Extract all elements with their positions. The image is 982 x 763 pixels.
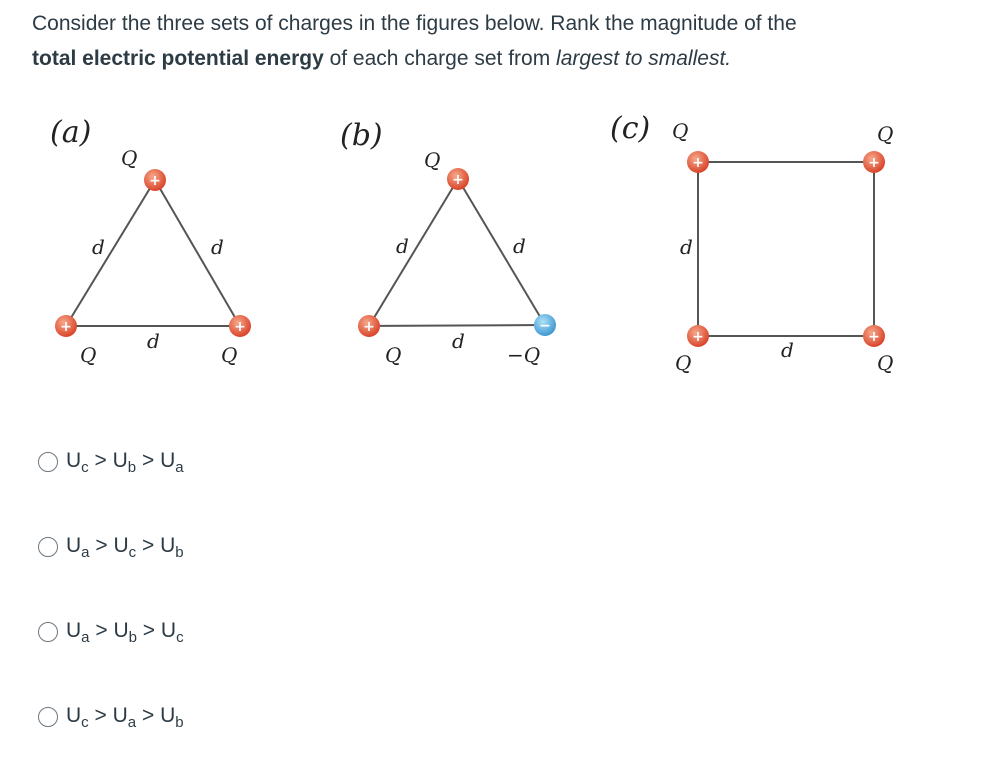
svg-text:+: + [234, 319, 246, 335]
svg-text:+: + [692, 329, 704, 345]
svg-text:+: + [452, 172, 464, 188]
figure-c [610, 111, 893, 375]
positive-charge-icon [687, 325, 709, 347]
positive-charge-icon [863, 325, 885, 347]
positive-charge-icon [55, 315, 77, 337]
figure-b-label: (b) [340, 118, 383, 153]
question-text [32, 6, 962, 76]
figure-a-charge-top: Q [121, 146, 138, 170]
option-2-text: $U_a > U_c > U_b$ [66, 533, 184, 561]
radio-button[interactable] [38, 622, 58, 642]
figure-c-charge-top-right: Q [877, 122, 894, 146]
svg-text:+: + [149, 173, 161, 189]
figure-c-charge-bottom-left: Q [675, 351, 692, 375]
negative-charge-icon [534, 314, 556, 336]
figure-c-side-bottom-label: d [781, 338, 794, 362]
figure-b-side-right [458, 179, 545, 325]
figure-b-side-left [369, 179, 458, 326]
figure-a-side-left-label: d [92, 235, 105, 259]
positive-charge-icon [144, 169, 166, 191]
positive-charge-icon [229, 315, 251, 337]
svg-text:−: − [539, 318, 551, 334]
radio-button[interactable] [38, 707, 58, 727]
option-1-text: $U_c > U_b > U_a$ [66, 448, 184, 476]
figure-a-charge-right: Q [221, 343, 238, 367]
figure-b-side-bottom-label: d [452, 329, 465, 353]
figure-a-side-left [66, 180, 155, 326]
positive-charge-icon [687, 151, 709, 173]
figure-c-label: (c) [610, 111, 651, 146]
option-2[interactable] [38, 527, 338, 567]
question-part2: of each charge set from [323, 47, 557, 70]
option-3-text: $U_a > U_b > U_c$ [66, 618, 184, 646]
svg-text:+: + [868, 329, 880, 345]
figure-b-side-left-label: d [396, 234, 409, 258]
svg-text:+: + [868, 155, 880, 171]
option-3[interactable] [38, 612, 338, 652]
svg-text:+: + [692, 155, 704, 171]
figure-a-side-right-label: d [211, 235, 224, 259]
figure-a [50, 115, 251, 367]
figure-a-label: (a) [50, 115, 92, 150]
radio-button[interactable] [38, 537, 58, 557]
svg-text:+: + [60, 319, 72, 335]
figure-a-side-right [155, 180, 240, 326]
option-1[interactable] [38, 442, 338, 482]
question-bold: total electric potential energy [32, 47, 324, 70]
positive-charge-icon [447, 168, 469, 190]
figure-b-side-right-label: d [513, 234, 526, 258]
svg-text:+: + [363, 319, 375, 335]
positive-charge-icon [358, 315, 380, 337]
figure-c-charge-bottom-right: Q [877, 351, 894, 375]
figure-c-square [698, 162, 874, 336]
figure-a-side-bottom-label: d [147, 329, 160, 353]
option-4[interactable] [38, 697, 338, 737]
figure-b-charge-top: Q [424, 148, 441, 172]
radio-button[interactable] [38, 452, 58, 472]
figure-b-charge-left: Q [385, 343, 402, 367]
question-italic: largest to smallest. [556, 47, 732, 70]
positive-charge-icon [863, 151, 885, 173]
figure-b-charge-right: −Q [507, 343, 541, 367]
option-4-text: $U_c > U_a > U_b$ [66, 703, 184, 731]
figure-a-charge-left: Q [80, 343, 97, 367]
figure-c-side-left-label: d [680, 235, 693, 259]
figure-b-side-bottom [369, 325, 545, 326]
charge-figures [0, 100, 982, 390]
figure-c-charge-top-left: Q [672, 119, 689, 143]
question-part1: Consider the three sets of charges in the figures below. Rank the magnitude of the [32, 12, 797, 35]
figure-b [340, 118, 556, 367]
